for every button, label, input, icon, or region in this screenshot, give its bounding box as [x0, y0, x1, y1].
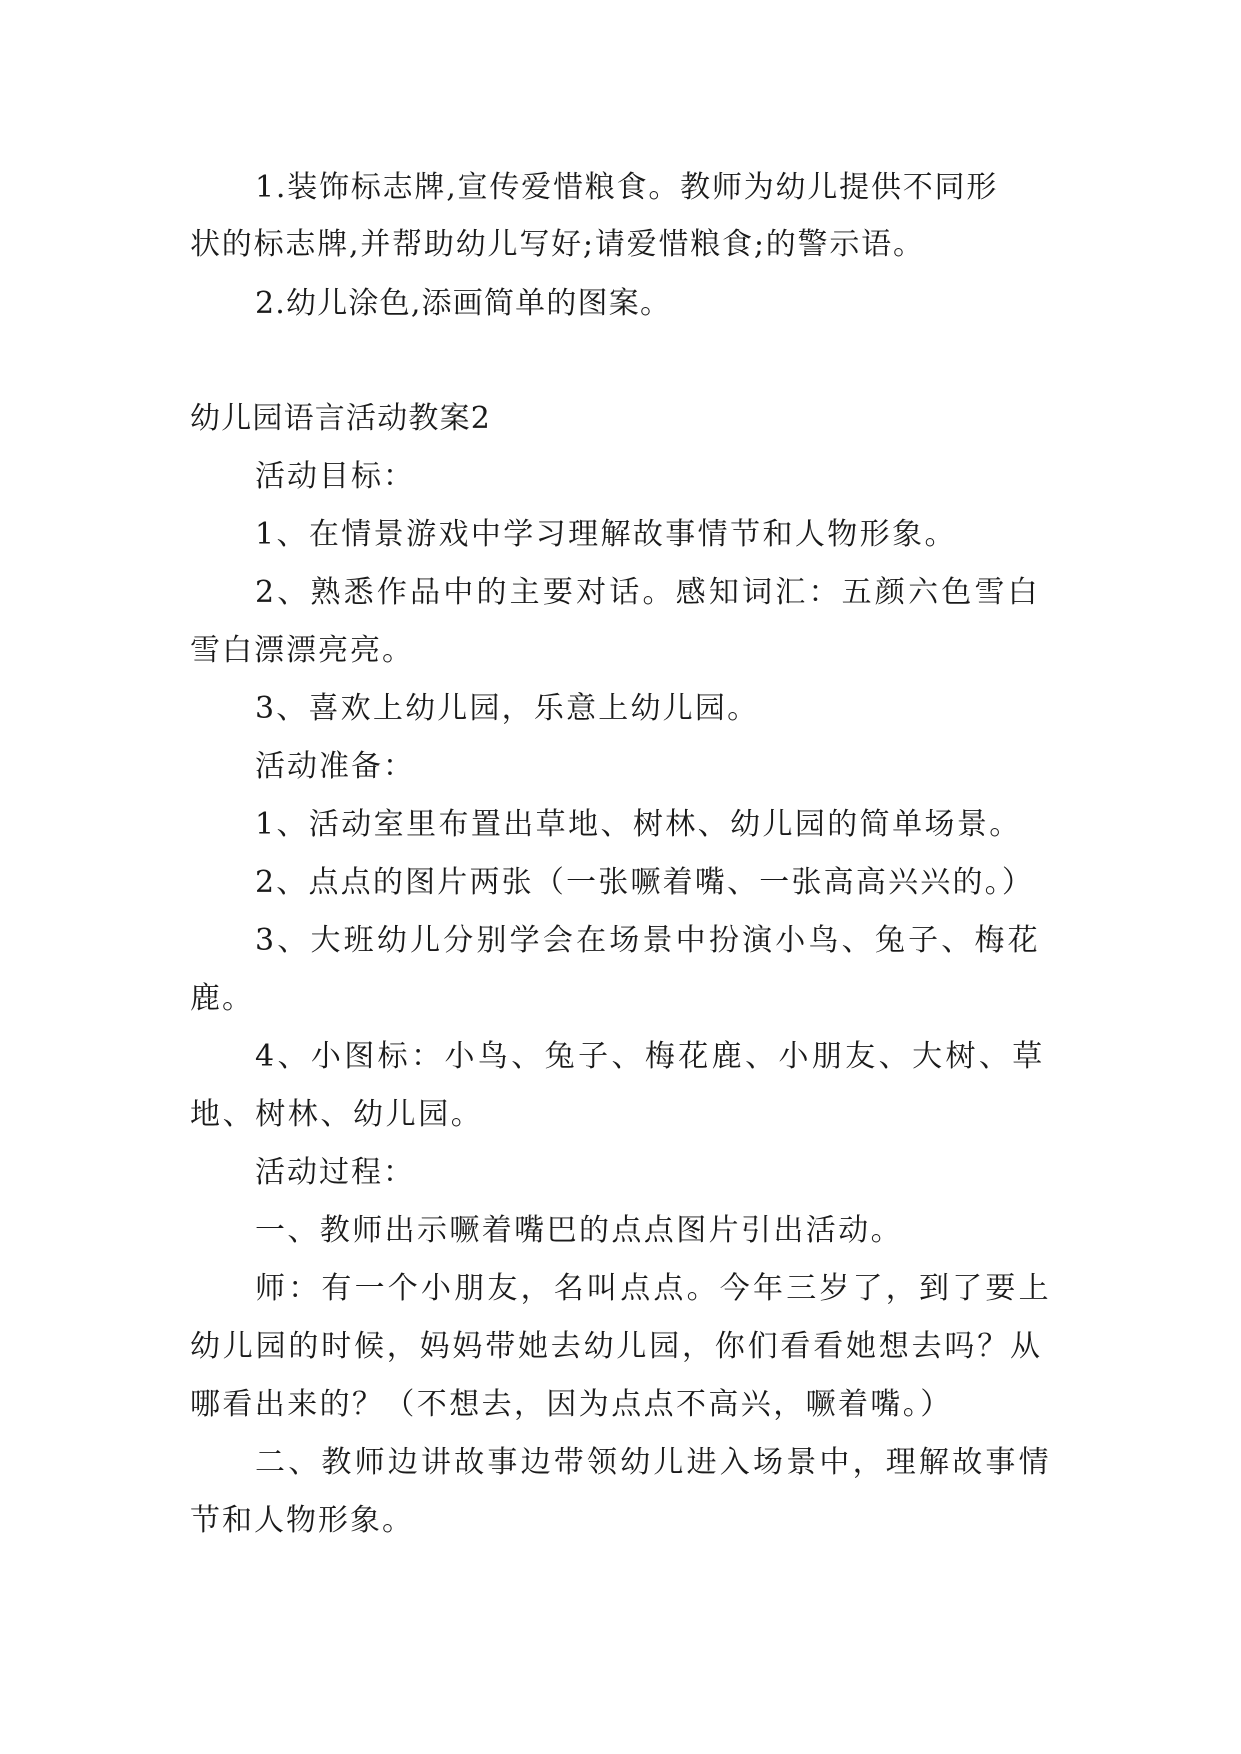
- text-line-15: 4、小图标：小鸟、兔子、梅花鹿、小朋友、大树、草: [255, 1039, 1046, 1074]
- heading-activity-preparation: 活动准备：: [255, 749, 415, 784]
- text-line-18: 一、教师出示噘着嘴巴的点点图片引出活动。: [255, 1213, 903, 1248]
- text-line-2: 状的标志牌,并帮助幼儿写好;请爱惜粮食;的警示语。: [190, 227, 925, 262]
- text-line-1: 1.装饰标志牌,宣传爱惜粮食。教师为幼儿提供不同形: [255, 170, 999, 205]
- heading-activity-goals: 活动目标：: [255, 459, 415, 494]
- text-line-3: 2.幼儿涂色,添画简单的图案。: [255, 286, 672, 321]
- text-line-11: 1、活动室里布置出草地、树林、幼儿园的简单场景。: [255, 807, 1022, 842]
- text-line-7: 2、熟悉作品中的主要对话。感知词汇：五颜六色雪白: [255, 575, 1041, 610]
- text-line-14: 鹿。: [190, 981, 254, 1016]
- text-line-19: 师：有一个小朋友，名叫点点。今年三岁了，到了要上: [255, 1271, 1052, 1306]
- text-line-8: 雪白漂漂亮亮。: [190, 633, 414, 668]
- text-line-12: 2、点点的图片两张（一张噘着嘴、一张高高兴兴的。）: [255, 865, 1035, 900]
- heading-activity-process: 活动过程：: [255, 1155, 415, 1190]
- section-title: 幼儿园语言活动教案2: [190, 401, 492, 436]
- text-line-22: 二、教师边讲故事边带领幼儿进入场景中，理解故事情: [255, 1445, 1052, 1480]
- text-line-9: 3、喜欢上幼儿园，乐意上幼儿园。: [255, 691, 760, 726]
- text-line-6: 1、在情景游戏中学习理解故事情节和人物形象。: [255, 517, 957, 552]
- text-line-16: 地、树林、幼儿园。: [190, 1097, 484, 1132]
- text-line-21: 哪看出来的？（不想去，因为点点不高兴，噘着嘴。）: [190, 1387, 953, 1422]
- text-line-13: 3、大班幼儿分别学会在场景中扮演小鸟、兔子、梅花: [255, 923, 1041, 958]
- text-line-23: 节和人物形象。: [190, 1503, 414, 1538]
- text-line-20: 幼儿园的时候，妈妈带她去幼儿园，你们看看她想去吗？从: [190, 1329, 1043, 1364]
